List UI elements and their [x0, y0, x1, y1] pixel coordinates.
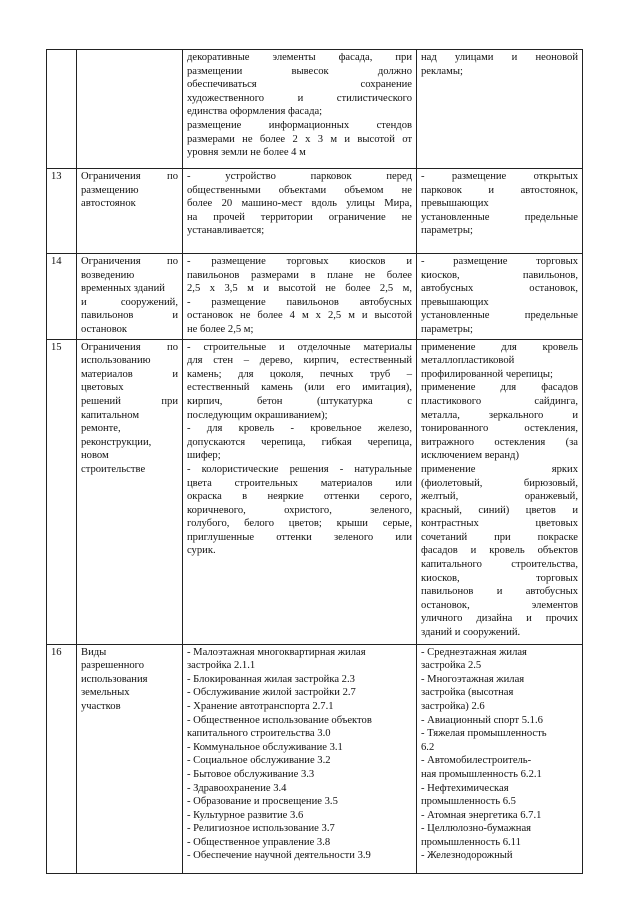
text-line: киосков, павильонов,	[421, 269, 578, 281]
text-line: киосков, торговых	[421, 572, 578, 584]
text-line: общественными объектами объемом не	[187, 184, 412, 196]
text-line: (фиолетовый, бирюзовый,	[421, 477, 578, 489]
text-line: остановок	[81, 323, 128, 335]
text-line: - Образование и просвещение 3.5	[187, 796, 338, 808]
text-line: цвета строительных материалов или	[187, 477, 412, 489]
text-line: возведению	[81, 269, 135, 281]
text-line: красный, синий) цветов и	[421, 504, 578, 516]
text-line: - Коммунальное обслуживание 3.1	[187, 741, 343, 753]
text-line: тонированного остекления,	[421, 423, 578, 435]
text-line: - Автомобилестроитель-	[421, 755, 532, 767]
text-line: окраска в неяркие оттенки серого,	[187, 491, 412, 503]
text-line: остановок не более 4 м х 2,5 м и высотой	[187, 310, 412, 322]
text-line: капитального строительства 3.0	[187, 728, 331, 740]
text-line: автобусных остановок,	[421, 283, 578, 295]
text-line: строительстве	[81, 463, 146, 475]
row-number-cell	[47, 50, 77, 169]
text-line: - размещение торговых киосков и	[187, 256, 412, 267]
row-number-cell	[47, 644, 77, 873]
row-number-cell	[47, 169, 77, 254]
row-number: 14	[51, 256, 62, 267]
text-line: последующим окрашиванием);	[187, 409, 328, 421]
text-line: зданий и сооружений.	[421, 627, 521, 639]
allowed-parameters-cell	[183, 339, 417, 644]
text-line: размещению	[81, 184, 139, 196]
text-line: желтый, оранжевый,	[421, 491, 578, 503]
row-number-cell	[47, 254, 77, 340]
text-line: металлопластиковой	[421, 355, 515, 367]
text-line: 2,5 х 3,5 м и высотой не более 2,5 м,	[187, 283, 412, 295]
text-line: параметры;	[421, 323, 473, 335]
text-line: установленные предельные	[421, 310, 578, 322]
text-line: применение для фасадов	[421, 382, 578, 394]
allowed-parameters-cell	[183, 254, 417, 340]
text-line: разрешенного	[81, 660, 145, 672]
text-line: Ограничения по	[81, 171, 178, 182]
text-line: и сооружений,	[81, 296, 178, 308]
text-line: - Религиозное использование 3.7	[187, 823, 335, 835]
text-line: - колористические решения - натуральные	[187, 463, 412, 475]
allowed-parameters-cell	[183, 644, 417, 873]
text-line: голубого, белого цветов; крыши серые,	[187, 518, 412, 530]
table-row	[47, 254, 583, 340]
text-line: застройка (высотная	[421, 687, 514, 699]
table-row	[47, 169, 583, 254]
text-line: приглушенные оттенки зеленого или	[187, 531, 412, 543]
text-line: фасадов и кровель объектов	[421, 545, 578, 557]
restriction-name-cell	[77, 644, 183, 873]
table-row	[47, 50, 583, 169]
text-line: - Культурное развитие 3.6	[187, 809, 304, 821]
row-number: 16	[51, 646, 62, 658]
text-line: коричневого, охристого, зеленого,	[187, 504, 412, 516]
text-line: сурик.	[187, 545, 216, 557]
text-line: застройка 2.1.1	[187, 660, 256, 672]
restriction-name-cell	[77, 50, 183, 169]
text-line: Ограничения по	[81, 341, 178, 353]
text-line: сочетаний при покраске	[421, 531, 578, 543]
text-line: - устройство парковок перед	[187, 171, 412, 182]
text-line: капитальном	[81, 409, 140, 421]
text-line: уличного дизайна и прочих	[421, 613, 578, 625]
text-line: над улицами и неоновой	[421, 52, 578, 63]
prohibited-parameters-cell	[417, 644, 583, 873]
text-line: металла, зеркального и	[421, 409, 578, 421]
text-line: не более 2,5 м;	[187, 323, 254, 335]
text-line: исключением веранд)	[421, 450, 519, 462]
restriction-name-cell	[77, 254, 183, 340]
text-line: - Многоэтажная жилая	[421, 673, 525, 685]
text-line: естественный камень (или его имитация),	[187, 382, 412, 394]
text-line: кирпич, бетон (штукатурка с	[187, 395, 412, 407]
text-line: временных зданий	[81, 283, 165, 295]
allowed-parameters-cell	[183, 50, 417, 169]
text-line: рекламы;	[421, 65, 463, 77]
text-line: применение ярких	[421, 463, 578, 475]
text-line: - Малоэтажная многоквартирная жилая	[187, 646, 366, 658]
text-line: - Обслуживание жилой застройки 2.7	[187, 687, 356, 699]
text-line: контрастных цветовых	[421, 518, 578, 530]
text-line: - Атомная энергетика 6.7.1	[421, 809, 542, 821]
text-line: размерами не более 2 х 3 м и высотой от	[187, 133, 412, 145]
text-line: капитального строительства,	[421, 559, 578, 571]
row-number: 15	[51, 341, 62, 353]
text-line: 6.2	[421, 741, 435, 753]
text-line: - размещение павильонов автобусных	[187, 296, 412, 308]
prohibited-parameters-cell	[417, 339, 583, 644]
allowed-parameters-cell	[183, 169, 417, 254]
text-line: - Целлюлозно-бумажная	[421, 823, 532, 835]
text-line: - Общественное использование объектов	[187, 714, 372, 726]
text-line: промышленность 6.5	[421, 796, 516, 808]
text-line: застройка 2.5	[421, 660, 482, 672]
text-line: - Хранение автотранспорта 2.7.1	[187, 700, 334, 712]
text-line: для стен – дерево, кирпич, естественный	[187, 355, 412, 367]
text-line: уровня земли не более 4 м	[187, 147, 306, 159]
text-line: автостоянок	[81, 198, 136, 210]
text-line: использования	[81, 673, 148, 685]
text-line: - Социальное обслуживание 3.2	[187, 755, 331, 767]
regulations-table	[46, 49, 583, 874]
text-line: размещение информационных стендов	[187, 119, 412, 131]
text-line: камень; для цоколя, печных труб –	[187, 368, 412, 380]
table-row	[47, 339, 583, 644]
text-line: - Общественное управление 3.8	[187, 836, 331, 848]
text-line: - Тяжелая промышленность	[421, 728, 547, 740]
text-line: - Бытовое обслуживание 3.3	[187, 768, 315, 780]
text-line: парковок и автостоянок,	[421, 184, 578, 196]
text-line: более 20 машино-мест вдоль улицы Мира,	[187, 198, 412, 210]
table-body	[47, 50, 583, 874]
text-line: - Железнодорожный	[421, 850, 513, 862]
text-line: обеспечиваться сохранение	[187, 79, 412, 91]
restriction-name-cell	[77, 339, 183, 644]
prohibited-parameters-cell	[417, 169, 583, 254]
text-line: установленные предельные	[421, 211, 578, 223]
table-row	[47, 644, 583, 873]
text-line: ремонте,	[81, 423, 121, 435]
text-line: устанавливается;	[187, 225, 265, 237]
text-line: размещении вывесок должно	[187, 65, 412, 77]
text-line: - строительные и отделочные материалы	[187, 341, 412, 353]
text-line: - Авиационный спорт 5.1.6	[421, 714, 543, 726]
restriction-name-cell	[77, 169, 183, 254]
text-line: ная промышленность 6.2.1	[421, 768, 542, 780]
text-line: на прочей территории ограничение не	[187, 211, 412, 223]
text-line: декоративные элементы фасада, при	[187, 52, 412, 63]
text-line: новом	[81, 450, 109, 462]
text-line: художественного и стилистического	[187, 92, 412, 104]
prohibited-parameters-cell	[417, 50, 583, 169]
text-line: пластикового сайдинга,	[421, 395, 578, 407]
text-line: параметры;	[421, 225, 473, 237]
text-line: - Блокированная жилая застройка 2.3	[187, 673, 355, 685]
row-number-cell	[47, 339, 77, 644]
text-line: участков	[81, 700, 121, 712]
text-line: - размещение торговых	[421, 256, 578, 267]
text-line: решений при	[81, 395, 178, 407]
text-line: павильонов и	[81, 310, 178, 322]
text-line: Виды	[81, 646, 107, 658]
text-line: применение для кровель	[421, 341, 578, 353]
text-line: застройка) 2.6	[421, 700, 485, 712]
text-line: единства оформления фасада;	[187, 106, 323, 118]
text-line: остановок, элементов	[421, 599, 578, 611]
text-line: - размещение открытых	[421, 171, 578, 182]
text-line: использованию	[81, 355, 151, 367]
text-line: - Обеспечение научной деятельности 3.9	[187, 850, 371, 862]
text-line: Ограничения по	[81, 256, 178, 267]
text-line: профилированной черепицы;	[421, 368, 553, 380]
text-line: - Здравоохранение 3.4	[187, 782, 287, 794]
text-line: - Среднеэтажная жилая	[421, 646, 527, 658]
text-line: земельных	[81, 687, 130, 699]
text-line: павильонов размерами в плане не более	[187, 269, 412, 281]
text-line: - Нефтехимическая	[421, 782, 509, 794]
text-line: промышленность 6.11	[421, 836, 521, 848]
text-line: допускаются черепица, гибкая черепица,	[187, 436, 412, 448]
text-line: материалов и	[81, 368, 178, 380]
text-line: - для кровель - кровельное железо,	[187, 423, 412, 435]
text-line: цветовых	[81, 382, 124, 394]
text-line: реконструкции,	[81, 436, 152, 448]
prohibited-parameters-cell	[417, 254, 583, 340]
text-line: превышающих	[421, 296, 489, 308]
row-number: 13	[51, 171, 62, 182]
text-line: шифер;	[187, 450, 221, 462]
text-line: превышающих	[421, 198, 489, 210]
text-line: павильонов и автобусных	[421, 586, 578, 598]
text-line: витражного остекления (за	[421, 436, 578, 448]
